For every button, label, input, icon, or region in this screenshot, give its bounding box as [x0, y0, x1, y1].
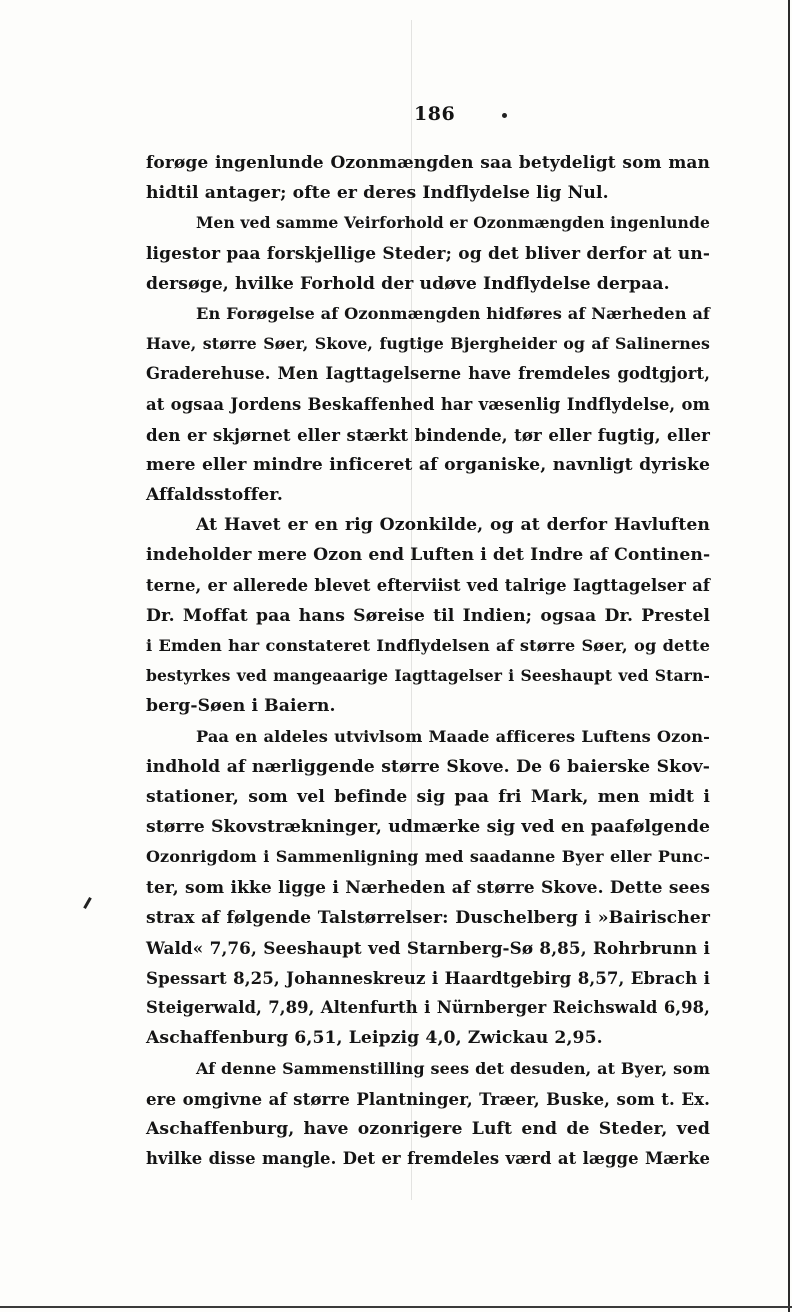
text-line: forøge ingenlunde Ozonmængden saa betydeligt som man	[146, 153, 710, 173]
page-number: 186	[414, 103, 456, 125]
text-line: strax af følgende Talstørrelser: Duschelberg i »Bairischer	[146, 907, 710, 928]
text-line: den er skjørnet eller stærkt bindende, tør eller fugtig, eller	[146, 424, 710, 445]
text-line: indeholder mere Ozon end Luften i det Indre af Continen-	[146, 545, 711, 566]
text-line: Graderehuse. Men Iagttagelserne have fremdeles godtgjort,	[146, 364, 710, 384]
text-line: mere eller mindre inficeret af organiske, navnligt dyriske	[146, 454, 710, 475]
text-line: Ozonrigdom i Sammenligning med saadanne Byer eller Punc-	[146, 847, 710, 867]
margin-pen-mark	[83, 897, 92, 909]
body-text	[146, 148, 710, 1174]
text-line: Men ved samme Veirforhold er Ozonmængden ingenlunde	[196, 213, 710, 233]
text-line: i Emden har constateret Indflydelsen af større Søer, og dette	[146, 636, 710, 655]
text-line: Paa en aldeles utvivlsom Maade afficeres Luftens Ozon-	[196, 726, 710, 746]
text-line: berg-Søen i Baiern.	[146, 696, 336, 717]
text-line: ter, som ikke ligge i Nærheden af større Skove. Dette sees	[146, 877, 710, 898]
text-line: ligestor paa forskjellige Steder; og det bliver derfor at un-	[146, 243, 710, 264]
text-line: dersøge, hvilke Forhold der udøve Indflydelse derpaa.	[146, 273, 670, 294]
printer-dot-mark	[502, 113, 507, 118]
text-line: Aschaffenburg 6,51, Leipzig 4,0, Zwickau 2,95.	[146, 1028, 603, 1049]
page-edge-right	[788, 0, 790, 1312]
text-line: Affaldsstoffer.	[146, 485, 283, 506]
text-line: Aschaffenburg, have ozonrigere Luft end de Steder, ved	[146, 1119, 710, 1139]
text-line: Dr. Moffat paa hans Søreise til Indien; ogsaa Dr. Prestel	[146, 605, 710, 626]
text-line: Have, større Søer, Skove, fugtige Bjergheider og af Salinernes	[146, 334, 710, 354]
text-line: terne, er allerede blevet efterviist ved talrige Iagttagelser af	[146, 575, 710, 595]
text-line: Spessart 8,25, Johanneskreuz i Haardtgebirg 8,57, Ebrach i	[146, 968, 710, 989]
text-line: En Forøgelse af Ozonmængden hidføres af Nærheden af	[196, 303, 710, 323]
text-line: ere omgivne af større Plantninger, Træer, Buske, som t. Ex.	[146, 1088, 710, 1109]
text-line: At Havet er en rig Ozonkilde, og at derfor Havluften	[196, 515, 710, 536]
text-line: bestyrkes ved mangeaarige Iagttagelser i Seeshaupt ved Starn-	[146, 666, 710, 686]
text-line: at ogsaa Jordens Beskaffenhed har væsenlig Indflydelse, om	[146, 394, 710, 414]
text-line: indhold af nærliggende større Skove. De 6 baierske Skov-	[146, 756, 710, 777]
text-line: Steigerwald, 7,89, Altenfurth i Nürnberger Reichswald 6,98,	[146, 998, 710, 1018]
text-line: hvilke disse mangle. Det er fremdeles værd at lægge Mærke	[146, 1149, 710, 1169]
text-line: Af denne Sammenstilling sees det desuden, at Byer, som	[196, 1058, 710, 1078]
page-header	[0, 103, 792, 133]
page-edge-bottom	[0, 1306, 792, 1308]
text-line: større Skovstrækninger, udmærke sig ved en paafølgende	[146, 817, 710, 838]
text-line: Wald« 7,76, Seeshaupt ved Starnberg-Sø 8,85, Rohrbrunn i	[146, 937, 710, 958]
text-line: stationer, som vel befinde sig paa fri Mark, men midt i	[146, 786, 710, 807]
text-line: hidtil antager; ofte er deres Indflydelse lig Nul.	[146, 183, 609, 204]
